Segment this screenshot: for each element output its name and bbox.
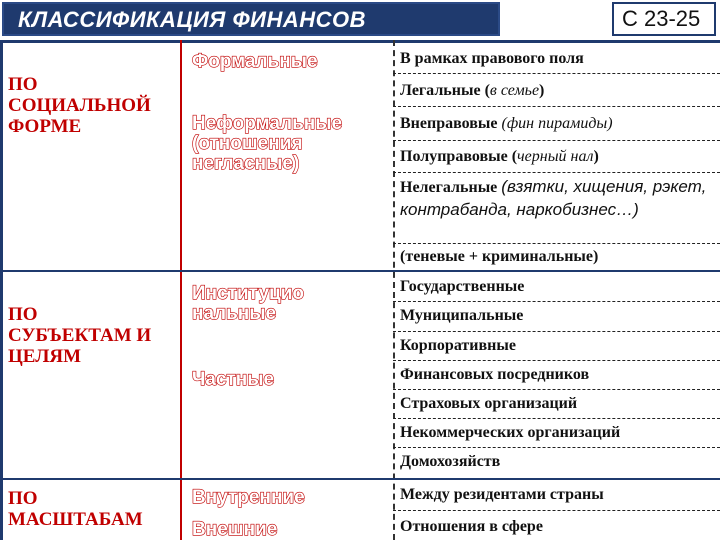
section-label-line: СУБЪЕКТАМ И bbox=[8, 325, 152, 346]
table-cell bbox=[400, 516, 718, 537]
group-label-line: негласные) bbox=[192, 153, 300, 174]
cell-text: Страховых организаций bbox=[400, 395, 578, 412]
row-divider bbox=[393, 301, 720, 302]
cell-text: Некоммерческих организаций bbox=[400, 424, 621, 441]
cell-note: (взятки, хищения, рэкет, контрабанда, наркобизнес…) bbox=[400, 177, 707, 219]
cell-text: Внеправовые bbox=[400, 115, 502, 132]
section-label-line: СОЦИАЛЬНОЙ bbox=[8, 95, 151, 116]
row-divider bbox=[393, 331, 720, 332]
section-label-line: ПО bbox=[8, 74, 38, 95]
table-cell bbox=[400, 335, 718, 356]
cell-note: (фин пирамиды) bbox=[501, 115, 613, 132]
group-label-line: Частные bbox=[192, 369, 275, 390]
slide-header bbox=[0, 0, 720, 40]
section-label-social-form bbox=[8, 74, 151, 137]
cell-tail: ) bbox=[593, 148, 599, 165]
table-cell bbox=[400, 422, 718, 443]
table-cell bbox=[400, 305, 718, 326]
cell-text: (теневые + криминальные) bbox=[400, 248, 599, 265]
table-cell bbox=[400, 393, 718, 414]
slide-title: КЛАССИФИКАЦИЯ ФИНАНСОВ bbox=[18, 7, 367, 32]
table-cell bbox=[400, 48, 718, 69]
group-institutional bbox=[192, 284, 304, 324]
group-label-line: Неформальные bbox=[192, 113, 343, 134]
row-divider bbox=[393, 389, 720, 390]
group-label-line: (отношения bbox=[192, 133, 303, 154]
section-divider bbox=[0, 270, 720, 272]
cell-text: Государственные bbox=[400, 278, 525, 295]
group-label-line: нальные bbox=[192, 303, 277, 324]
column-divider-red bbox=[180, 40, 182, 540]
cell-text: Домохозяйств bbox=[400, 453, 501, 470]
row-divider bbox=[393, 172, 720, 173]
table-cell bbox=[400, 276, 718, 297]
group-label-line: Внешние bbox=[192, 519, 278, 540]
cell-text: Между резидентами страны bbox=[400, 486, 604, 503]
table-cell bbox=[400, 364, 718, 385]
group-internal bbox=[192, 488, 305, 508]
row-divider bbox=[393, 243, 720, 244]
cell-text: Финансовых посредников bbox=[400, 366, 590, 383]
section-label-line: ПО bbox=[8, 304, 38, 325]
section-label-line: МАСШТАБАМ bbox=[8, 509, 143, 530]
table-cell bbox=[400, 451, 718, 472]
group-label-line: Формальные bbox=[192, 51, 318, 72]
cell-text: Легальные ( bbox=[400, 82, 490, 99]
table-cell bbox=[400, 80, 718, 101]
group-informal bbox=[192, 114, 342, 174]
cell-text: Отношения в сфере bbox=[400, 518, 543, 535]
group-label-line: Институцио bbox=[192, 283, 304, 304]
row-divider bbox=[393, 73, 720, 74]
row-divider bbox=[393, 510, 720, 511]
cell-tail: ) bbox=[539, 82, 545, 99]
cell-text: Муниципальные bbox=[400, 307, 524, 324]
row-divider bbox=[393, 418, 720, 419]
group-label-line: Внутренние bbox=[192, 487, 305, 508]
group-external bbox=[192, 520, 277, 540]
table-cell bbox=[400, 113, 718, 134]
cell-note: черный нал bbox=[517, 148, 594, 165]
group-formal bbox=[192, 52, 318, 72]
section-label-subjects bbox=[8, 304, 151, 367]
cell-text: Корпоративные bbox=[400, 337, 516, 354]
column-divider-dashed bbox=[393, 40, 395, 540]
section-label-line: ПО bbox=[8, 488, 38, 509]
cell-text: Полуправовые ( bbox=[400, 148, 518, 165]
row-divider bbox=[393, 140, 720, 141]
cell-text: Нелегальные bbox=[400, 179, 502, 196]
section-label-scale bbox=[8, 488, 143, 530]
section-divider bbox=[0, 478, 720, 480]
section-label-line: ФОРМЕ bbox=[8, 116, 82, 137]
table-cell bbox=[400, 484, 718, 505]
page-reference-box bbox=[612, 2, 716, 36]
title-banner bbox=[2, 2, 500, 36]
page-reference: С 23-25 bbox=[622, 6, 701, 31]
table-left-border bbox=[0, 40, 3, 540]
table-cell bbox=[400, 246, 718, 267]
row-divider bbox=[393, 360, 720, 361]
cell-text: В рамках правового поля bbox=[400, 50, 584, 67]
group-private bbox=[192, 370, 274, 390]
row-divider bbox=[393, 106, 720, 107]
table-cell bbox=[400, 146, 718, 167]
section-label-line: ЦЕЛЯМ bbox=[8, 346, 82, 367]
table-cell bbox=[400, 176, 716, 222]
row-divider bbox=[393, 447, 720, 448]
cell-note: в семье bbox=[489, 82, 540, 99]
table-top-border bbox=[0, 40, 720, 43]
